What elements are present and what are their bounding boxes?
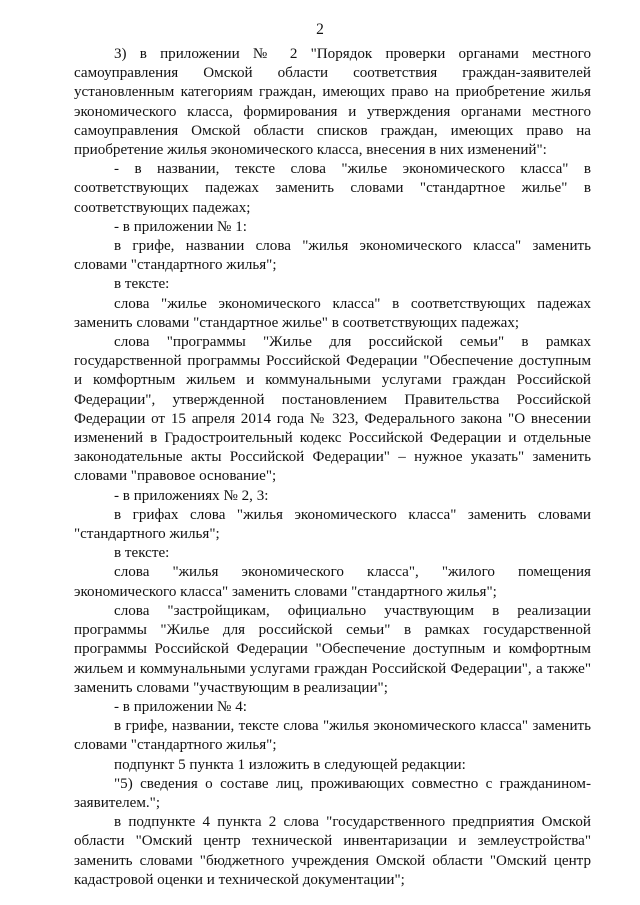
paragraph: слова "застройщикам, официально участвующим в реализации программы "Жилье для российской семьи" в рамках государственной программы Российской Федерации "Обеспечение доступным и комфортным жильем и коммунальными услугами граждан Российской Федерации", а также" заменить словами "участвующим в реализации"; [74,602,591,696]
paragraph: 3) в приложении № 2 "Порядок проверки органами местного самоуправления Омской области соответствия граждан-заявителей установленным категориям граждан, имеющих право на приобретение жилья экономического класса, формирования и утверждения органами местного самоуправления Омской области списков граждан, имеющих право на приобретение жилья экономического класса, внесения в них изменений": [74,46,591,159]
paragraph: в тексте: [114,545,170,562]
paragraph: в грифе, названии, тексте слова "жилья экономического класса" заменить словами "стандартного жилья"; [74,718,591,754]
paragraph: слова "программы "Жилье для российской семьи" в рамках государственной программы Российской Федерации "Обеспечение доступным и комфортным жильем и коммунальными услугами граждан Российской Федерации", утвержденной постановлением Правительства Российской Федерации от 15 апреля 2014 года № 323, Федерального закона "О внесении изменений в Градостроительный кодекс Российской Федерации и отдельные законодательные акты Российской Федерации" – нужное указать" заменить словами "правовое основание"; [74,334,591,485]
paragraph: в грифах слова "жилья экономического класса" заменить словами "стандартного жилья"; [74,506,591,543]
paragraph: слова "жилья экономического класса", "жилого помещения экономического класса" заменить словами "стандартного жилья"; [74,564,591,600]
paragraph: - в приложении № 4: [114,698,247,715]
paragraph: слова "жилье экономического класса" в соответствующих падежах заменить словами "стандартное жилье" в соответствующих падежах; [74,295,591,331]
paragraph: подпункт 5 пункта 1 изложить в следующей редакции: [114,756,466,773]
paragraph: - в названии, тексте слова "жилье экономического класса" в соответствующих падежах заменить словами "стандартное жилье" в соответствующих падежах; [74,161,591,216]
paragraph: в грифе, названии слова "жилья экономического класса" заменить словами "стандартного жилья"; [74,238,591,274]
paragraph: - в приложении № 1: [114,218,247,235]
paragraph: "5) сведения о составе лиц, проживающих совместно с гражданином-заявителем."; [74,775,591,811]
document-body [74,45,591,890]
paragraph: в подпункте 4 пункта 2 слова "государственного предприятия Омской области "Омский центр технической инвентаризации и землеустройства" заменить словами "бюджетного учреждения Омской области "Омский центр кадастровой оценки и технической документации"; [74,814,591,888]
paragraph: в тексте: [114,276,170,293]
page-number: 2 [316,21,324,38]
paragraph: - в приложениях № 2, 3: [114,487,269,504]
